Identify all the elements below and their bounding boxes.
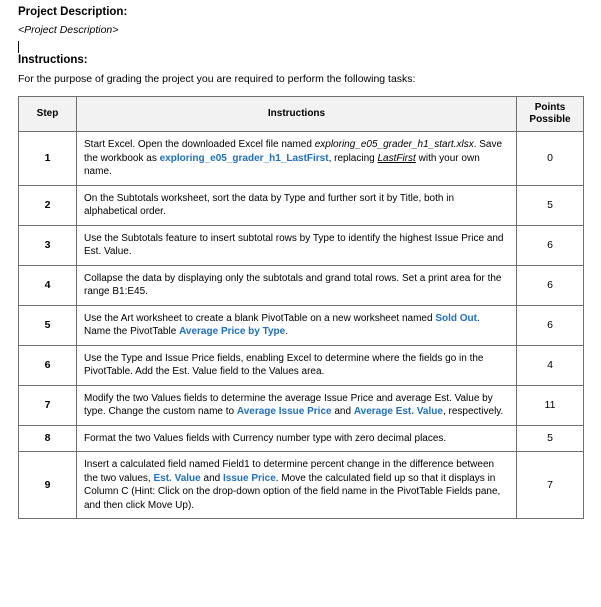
header-instructions: Instructions <box>77 97 517 132</box>
step-instructions <box>77 305 517 345</box>
document-page <box>0 6 601 607</box>
points-possible: 6 <box>517 305 584 345</box>
instruction-fragment: Average Price by Type <box>179 326 286 338</box>
instruction-fragment: On the Subtotals worksheet, sort the data by Type and further sort it by Title, both in alphabetical order. <box>84 192 455 218</box>
intro-text: For the purpose of grading the project you are required to perform the following tasks: <box>18 73 416 86</box>
instruction-fragment: Start Excel. Open the downloaded Excel file named <box>84 139 315 151</box>
project-description-value: <Project Description> <box>18 23 119 36</box>
instruction-fragment: with your own name. <box>84 152 480 178</box>
instruction-fragment: exploring_e05_grader_h1_LastFirst <box>159 152 329 164</box>
step-number: 9 <box>19 452 77 519</box>
points-possible: 6 <box>517 265 584 305</box>
points-possible: 7 <box>517 452 584 519</box>
instruction-fragment: Use the Type and Issue Price fields, enabling Excel to determine where the fields go in the PivotTable. Add the Est. Value field to the Values area. <box>84 352 484 378</box>
step-number: 5 <box>19 305 77 345</box>
instruction-fragment: Modify the two Values fields to determine the average Issue Price and average Est. Value by type. Change the custom name to <box>84 392 493 418</box>
step-instructions <box>77 225 517 265</box>
step-number: 7 <box>19 385 77 425</box>
step-instructions <box>77 345 517 385</box>
step-instructions <box>77 132 517 186</box>
step-number: 3 <box>19 225 77 265</box>
points-possible: 5 <box>517 185 584 225</box>
step-number: 1 <box>19 132 77 186</box>
project-description-heading: Project Description: <box>18 6 128 18</box>
instruction-fragment: . <box>285 326 289 338</box>
table-row <box>19 305 584 345</box>
step-instructions <box>77 425 517 452</box>
instruction-fragment: Collapse the data by displaying only the subtotals and grand total rows. Set a print area for the range B1:E45. <box>84 272 502 298</box>
points-possible: 0 <box>517 132 584 186</box>
step-instructions <box>77 185 517 225</box>
points-possible: 4 <box>517 345 584 385</box>
points-possible: 6 <box>517 225 584 265</box>
document-header <box>0 6 601 87</box>
table-row <box>19 132 584 186</box>
instruction-fragment: , replacing <box>328 152 378 164</box>
instruction-fragment: Issue Price <box>222 472 276 484</box>
header-points: Points Possible <box>517 97 584 132</box>
table-row <box>19 345 584 385</box>
table-row <box>19 425 584 452</box>
step-number: 2 <box>19 185 77 225</box>
table-row <box>19 185 584 225</box>
points-possible: 11 <box>517 385 584 425</box>
instruction-fragment: Sold Out <box>435 312 477 324</box>
instruction-fragment: Est. Value <box>153 472 201 484</box>
table-body <box>19 132 584 519</box>
instruction-fragment: . Move the calculated field up so that it displays in Column C (Hint: Click on the drop-down option of the field name in the PivotTable Fields pane, and then click Move Up). <box>84 472 501 511</box>
step-instructions <box>77 265 517 305</box>
instruction-fragment: Use the Subtotals feature to insert subtotal rows by Type to identify the highest Issue Price and Est. Value. <box>84 232 504 258</box>
step-number: 4 <box>19 265 77 305</box>
step-number: 6 <box>19 345 77 385</box>
table-header-row <box>19 97 584 132</box>
points-possible: 5 <box>517 425 584 452</box>
table-row <box>19 265 584 305</box>
instructions-heading: Instructions: <box>18 54 88 67</box>
table-row <box>19 225 584 265</box>
instruction-fragment: , respectively. <box>442 406 504 418</box>
instruction-fragment: Average Issue Price <box>236 406 332 418</box>
header-step: Step <box>19 97 77 132</box>
instruction-fragment: Average Est. Value <box>353 406 443 418</box>
instruction-fragment: Insert a calculated field named Field1 to determine percent change in the difference between the two values, <box>84 459 495 484</box>
instruction-fragment: and <box>200 472 223 484</box>
grader-steps-table <box>18 96 584 519</box>
instruction-fragment: . Name the PivotTable <box>84 312 480 338</box>
step-instructions <box>77 452 517 519</box>
instruction-fragment: and <box>331 406 354 418</box>
text-cursor <box>18 38 583 51</box>
step-instructions <box>77 385 517 425</box>
table-row <box>19 385 584 425</box>
instruction-fragment: LastFirst <box>377 152 416 164</box>
instruction-fragment: exploring_e05_grader_h1_start.xlsx <box>314 139 474 151</box>
instruction-fragment: Format the two Values fields with Currency number type with zero decimal places. <box>84 432 447 444</box>
table-row <box>19 452 584 519</box>
instruction-fragment: Use the Art worksheet to create a blank PivotTable on a new worksheet named <box>84 312 436 324</box>
instruction-fragment: . Save the workbook as <box>84 139 503 164</box>
step-number: 8 <box>19 425 77 452</box>
